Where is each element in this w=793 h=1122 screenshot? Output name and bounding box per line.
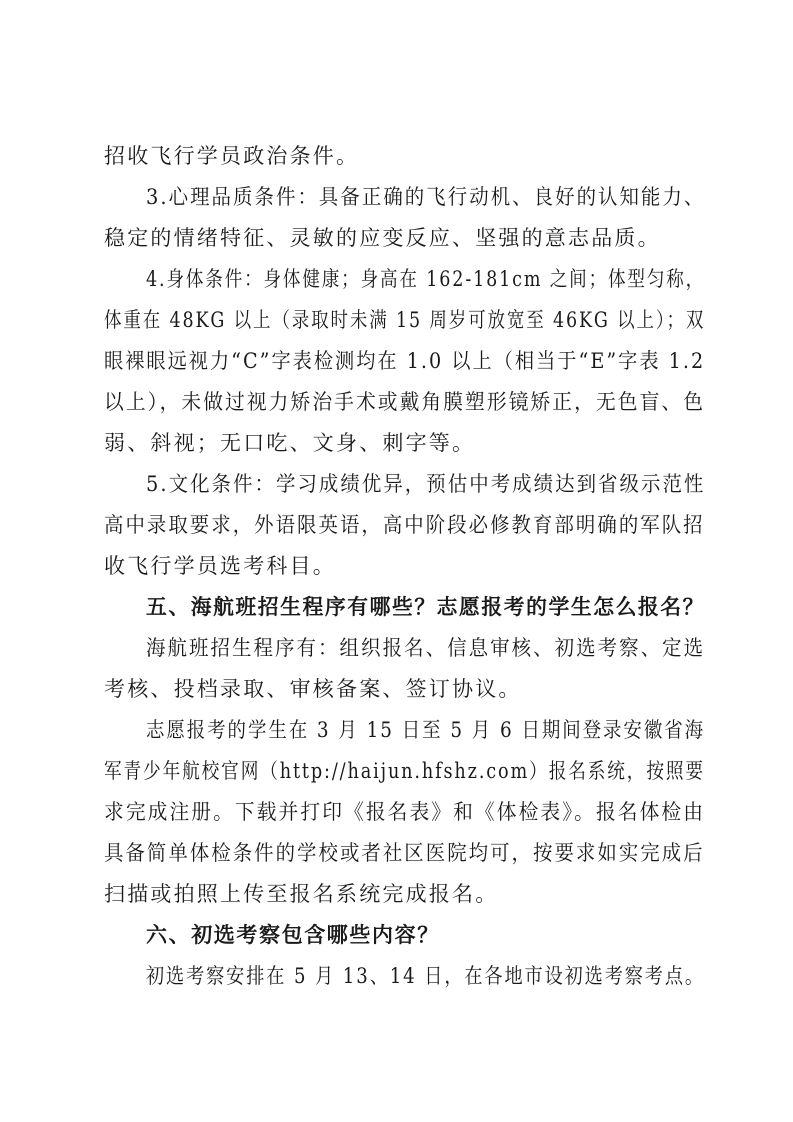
paragraph-psychological-conditions: 3.心理品质条件：具备正确的飞行动机、良好的认知能力、 [146,185,706,209]
text-line: 稳定的情绪特征、灵敏的应变反应、坚强的意志品质。 [104,226,661,250]
text-line: 考核、投档录取、审核备案、签订协议。 [104,677,522,701]
paragraph-preliminary-inspection: 初选考察安排在 5 月 13、14 日，在各地市设初选考察考点。 [146,964,705,988]
text-line: 弱、斜视；无口吃、文身、刺字等。 [104,431,476,455]
paragraph-admission-procedure: 海航班招生程序有：组织报名、信息审核、初选考察、定选 [146,636,706,660]
text-line: 高中录取要求，外语限英语，高中阶段必修教育部明确的军队招 [104,513,705,537]
text-line: 扫描或拍照上传至报名系统完成报名。 [104,882,499,906]
section-heading-6: 六、初选考察包含哪些内容？ [146,923,440,947]
paragraph-registration: 志愿报考的学生在 3 月 15 日至 5 月 6 日期间登录安徽省海 [146,718,705,742]
paragraph-cultural-conditions: 5.文化条件：学习成绩优异，预估中考成绩达到省级示范性 [146,472,706,496]
text-line: 收飞行学员选考科目。 [104,554,336,578]
text-line: 体重在 48KG 以上（录取时未满 15 周岁可放宽至 46KG 以上）；双 [104,308,706,332]
text-line: 招收飞行学员政治条件。 [104,144,360,168]
text-line: 眼裸眼远视力“C”字表检测均在 1.0 以上（相当于“E”字表 1.2 [104,349,706,373]
text-line: 具备简单体检条件的学校或者社区医院均可，按要求如实完成后 [104,841,705,865]
paragraph-physical-conditions: 4.身体条件：身体健康；身高在 162-181cm 之间；体型匀称， [146,267,706,291]
section-heading-5: 五、海航班招生程序有哪些？志愿报考的学生怎么报名？ [146,595,706,619]
text-line: 以上），未做过视力矫治手术或戴角膜塑形镜矫正，无色盲、色 [104,390,706,414]
text-line: 军青少年航校官网（http://haijun.hfshz.com）报名系统，按照要 [104,759,705,783]
text-line: 求完成注册。下载并打印《报名表》和《体检表》。报名体检由 [104,800,706,824]
